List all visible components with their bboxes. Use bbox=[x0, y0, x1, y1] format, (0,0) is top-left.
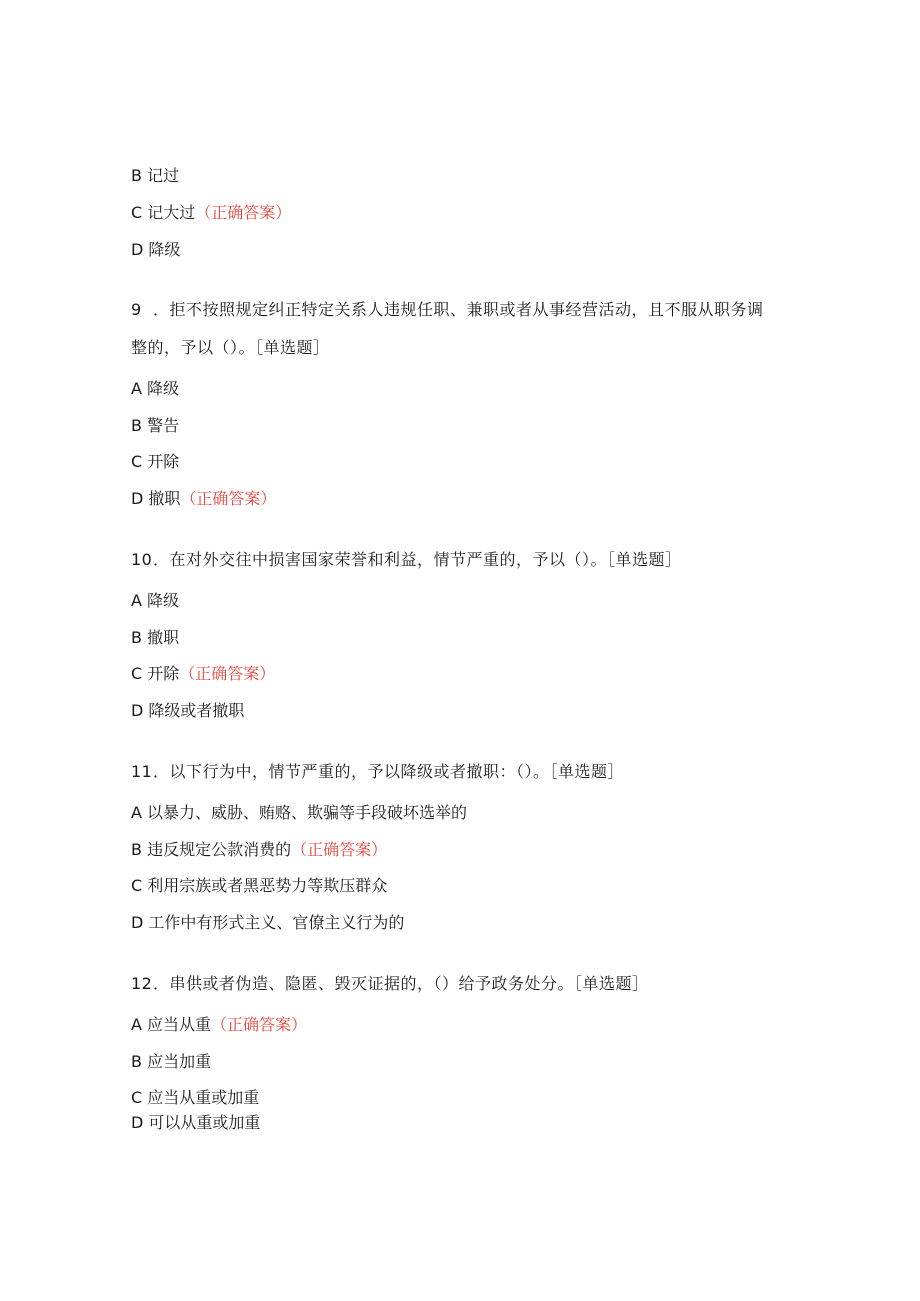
option-10-d bbox=[131, 701, 244, 721]
option-text: B 撤职 bbox=[131, 628, 180, 647]
question-text: ．在对外交往中损害国家荣誉和利益，情节严重的，予以（）。［单选题］ bbox=[153, 550, 682, 569]
option-text: B 违反规定公款消费的 bbox=[131, 840, 292, 859]
option-text: A 降级 bbox=[131, 379, 180, 398]
option-text: C 开除 bbox=[131, 452, 180, 471]
question-number: 9 bbox=[131, 300, 142, 319]
option-8-c bbox=[131, 203, 291, 223]
option-text: A 以暴力、威胁、贿赂、欺骗等手段破坏选举的 bbox=[131, 803, 468, 822]
correct-answer-mark: （正确答案） bbox=[179, 664, 276, 683]
option-text: B 警告 bbox=[131, 416, 180, 435]
option-text: B 应当加重 bbox=[131, 1052, 212, 1071]
option-text: C 利用宗族或者黑恶势力等欺压群众 bbox=[131, 876, 388, 895]
option-12-b bbox=[131, 1052, 211, 1072]
option-text: B 记过 bbox=[131, 166, 180, 185]
correct-answer-mark: （正确答案） bbox=[211, 1015, 308, 1034]
question-11 bbox=[131, 762, 624, 782]
option-text: D 工作中有形式主义、官僚主义行为的 bbox=[131, 913, 405, 932]
question-number: 12 bbox=[131, 974, 153, 993]
correct-answer-mark: （正确答案） bbox=[195, 203, 292, 222]
question-text: ．以下行为中，情节严重的，予以降级或者撤职：（）。［单选题］ bbox=[153, 762, 625, 781]
correct-answer-mark: （正确答案） bbox=[180, 489, 277, 508]
option-text: A 应当从重 bbox=[131, 1015, 212, 1034]
option-8-b bbox=[131, 166, 179, 186]
option-text: D 降级 bbox=[131, 240, 181, 259]
question-number: 11 bbox=[131, 762, 153, 781]
option-9-b bbox=[131, 416, 179, 436]
option-12-d bbox=[131, 1113, 260, 1133]
option-9-c bbox=[131, 452, 179, 472]
question-10 bbox=[131, 550, 682, 570]
question-text-cont: 整的，予以（）。［单选题］ bbox=[131, 338, 330, 357]
option-11-a bbox=[131, 803, 467, 823]
option-12-a bbox=[131, 1015, 307, 1035]
option-10-c bbox=[131, 664, 275, 684]
question-text: ．串供或者伪造、隐匿、毁灭证据的，（）给予政务处分。［单选题］ bbox=[153, 974, 649, 993]
option-11-b bbox=[131, 840, 387, 860]
option-9-d bbox=[131, 489, 276, 509]
option-text: C 应当从重或加重 bbox=[131, 1088, 260, 1107]
option-text: D 降级或者撤职 bbox=[131, 701, 245, 720]
option-text: D 撤职 bbox=[131, 489, 181, 508]
question-number: 10 bbox=[131, 550, 153, 569]
option-11-d bbox=[131, 913, 404, 933]
option-10-b bbox=[131, 628, 179, 648]
question-text: ．拒不按照规定纠正特定关系人违规任职、兼职或者从事经营活动，且不服从职务调 bbox=[153, 300, 764, 319]
option-9-a bbox=[131, 379, 179, 399]
correct-answer-mark: （正确答案） bbox=[291, 840, 388, 859]
option-12-c bbox=[131, 1088, 259, 1108]
option-11-c bbox=[131, 876, 387, 896]
option-text: D 可以从重或加重 bbox=[131, 1113, 261, 1132]
question-12 bbox=[131, 974, 649, 994]
question-9 bbox=[131, 300, 764, 320]
option-text: C 记大过 bbox=[131, 203, 196, 222]
option-8-d bbox=[131, 240, 180, 260]
question-9-cont bbox=[131, 338, 330, 358]
option-10-a bbox=[131, 591, 179, 611]
option-text: A 降级 bbox=[131, 591, 180, 610]
option-text: C 开除 bbox=[131, 664, 180, 683]
